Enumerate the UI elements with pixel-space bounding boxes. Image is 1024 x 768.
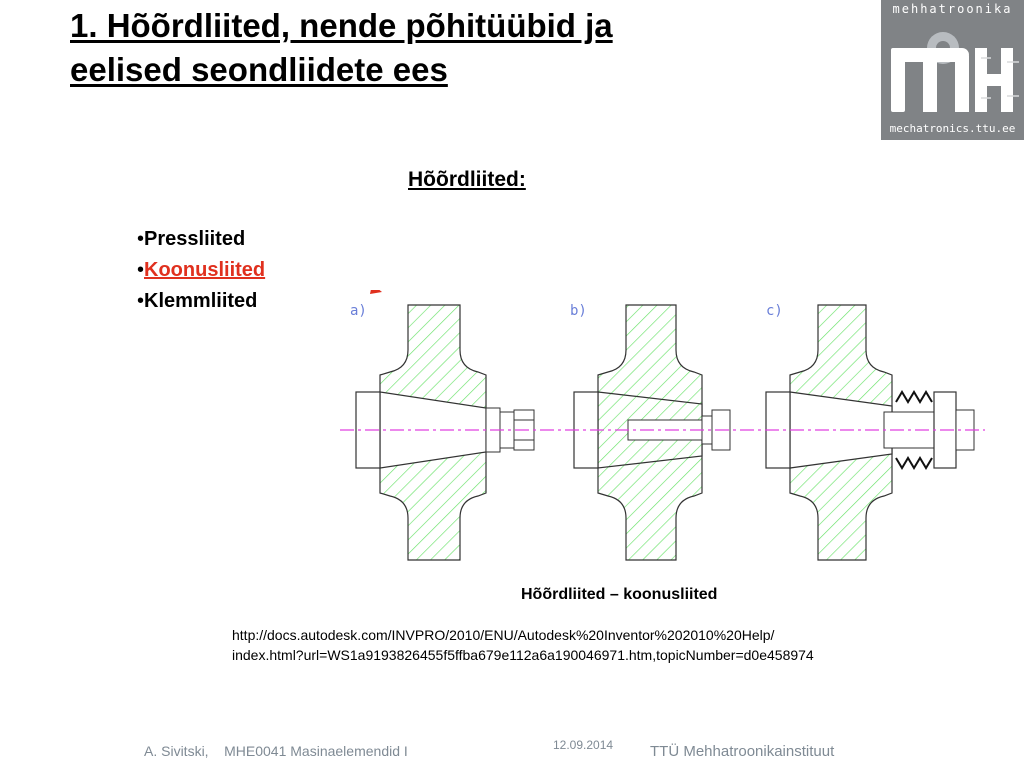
mechatronics-logo [881,0,1024,140]
footer-author: A. Sivitski, MHE0041 Masinaelemendid I [144,743,408,759]
slide-title [70,4,770,92]
list-item: •Pressliited [137,228,246,250]
footer-institute: TTÜ Mehhatroonikainstituut [650,743,835,760]
mhe-logo-icon [881,18,1024,122]
title-line-2: eelised seondliidete ees [70,51,448,88]
logo-top-text: mehhatroonika [892,2,1013,16]
figure-a [350,303,534,560]
cone-joint-figure [330,290,990,570]
url-line-2: index.html?url=WS1a9193826455f5ffba679e112a6a190046971.htm,topicNumber=d0e458974 [232,647,814,663]
figure-label-c: c) [766,303,783,319]
figure-label-b: b) [570,303,587,319]
section-heading: Hõõrdliited: [408,168,526,191]
pointer-arrow [330,290,382,294]
list-item: •Klemmliited [137,290,258,312]
figure-label-a: a) [350,303,367,319]
url-line-1: http://docs.autodesk.com/INVPRO/2010/ENU/Autodesk%20Inventor%202010%20Help/ [232,627,775,643]
logo-bottom-text: mechatronics.ttu.ee [889,122,1016,135]
joint-types-list [137,224,265,317]
figure-caption: Hõõrdliited – koonusliited [521,586,718,603]
title-line-1: 1. Hõõrdliited, nende põhitüübid ja [70,7,613,44]
source-url[interactable] [232,625,814,665]
figure-c [766,303,974,560]
figure-b [570,303,730,560]
list-item: •Koonusliited [137,259,266,281]
footer-date: 12.09.2014 [553,738,614,752]
